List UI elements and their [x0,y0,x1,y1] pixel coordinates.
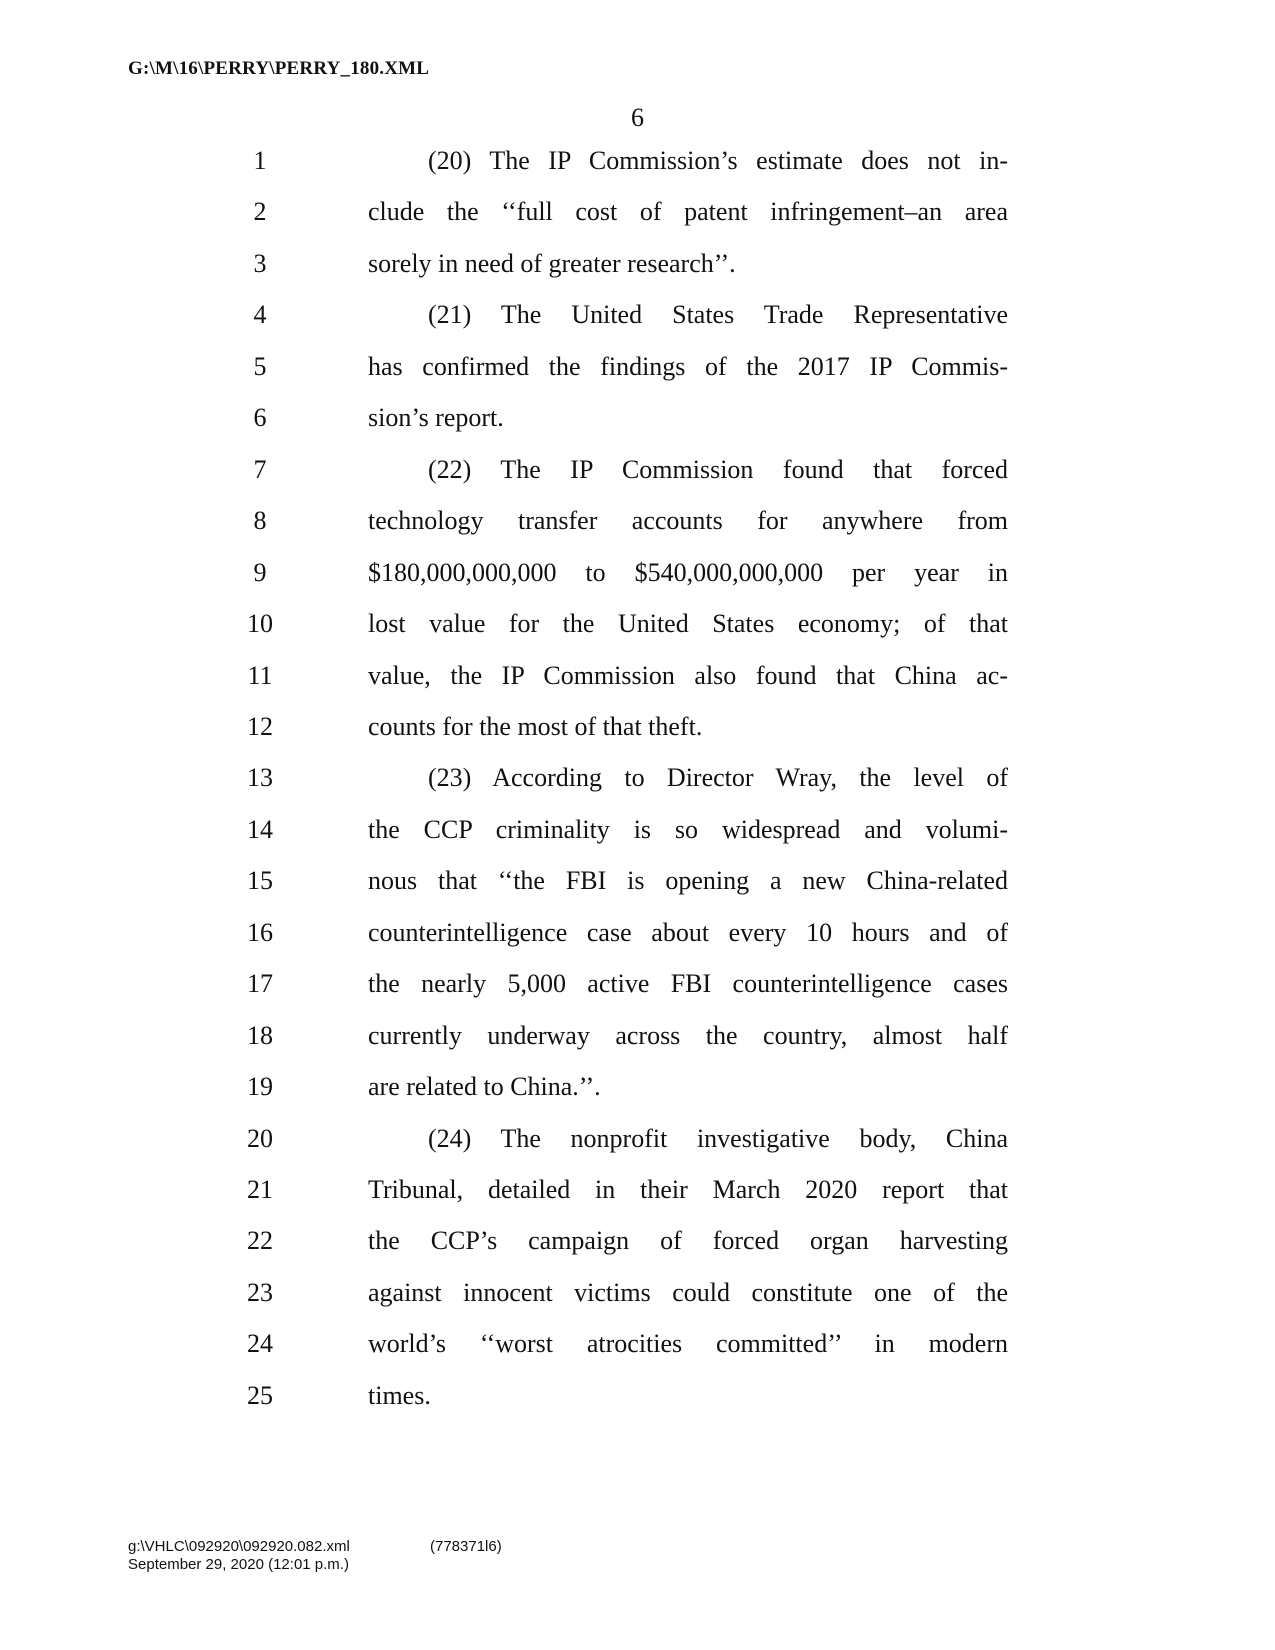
line-number: 6 [253,403,267,433]
numbered-line [0,246,1275,286]
numbered-line [0,297,1275,337]
line-number: 20 [247,1123,273,1153]
line-text: world’s ‘‘worst atrocities committed’’ in modern [368,1329,1008,1359]
line-number: 11 [247,660,273,690]
page-number: 6 [631,103,644,132]
numbered-line [0,400,1275,440]
line-text: sorely in need of greater research’’. [368,248,736,278]
document-path: G:\M\16\PERRY\PERRY_180.XML [128,58,430,79]
numbered-line [0,1018,1275,1058]
numbered-line [0,915,1275,955]
numbered-line [0,1223,1275,1263]
line-text: are related to China.’’. [368,1072,601,1102]
line-number: 19 [247,1072,273,1102]
numbered-line [0,503,1275,543]
line-number: 3 [253,248,267,278]
line-number: 21 [247,1175,273,1204]
footer-date: September 29, 2020 (12:01 p.m.) [128,1556,349,1573]
line-text: times. [368,1380,431,1410]
line-text: Tribunal, detailed in their March 2020 report that [368,1175,1008,1204]
line-number: 24 [247,1329,273,1359]
line-number: 16 [247,917,273,947]
numbered-line [0,1172,1275,1212]
line-text: has confirmed the findings of the 2017 IP Commis- [368,351,1008,381]
numbered-line [0,349,1275,389]
numbered-line [0,452,1275,492]
line-text: (21) The United States Trade Representative [428,300,1008,330]
line-number: 9 [253,557,267,587]
footer-file-info [128,1538,350,1574]
numbered-line [0,863,1275,903]
line-number: 7 [253,454,267,484]
line-text: sion’s report. [368,403,504,433]
footer-file-path: g:\VHLC\092920\092920.082.xml [128,1538,350,1555]
numbered-line [0,1275,1275,1315]
line-text: against innocent victims could constitute one of the [368,1277,1008,1307]
numbered-line [0,760,1275,800]
line-text: currently underway across the country, almost half [368,1020,1008,1050]
line-number: 14 [247,814,273,844]
line-text: lost value for the United States economy; of that [368,609,1008,639]
numbered-line [0,1326,1275,1366]
numbered-line [0,606,1275,646]
numbered-line [0,658,1275,698]
line-text: (22) The IP Commission found that forced [428,454,1008,484]
line-text: value, the IP Commission also found that China ac- [368,660,1008,690]
line-text: (23) According to Director Wray, the level of [428,763,1008,793]
line-number: 5 [253,351,267,381]
line-number: 18 [247,1020,273,1050]
numbered-line [0,555,1275,595]
line-text: technology transfer accounts for anywhere from [368,506,1008,536]
line-number: 10 [247,609,273,639]
line-text: counts for the most of that theft. [368,711,703,741]
line-text: clude the ‘‘full cost of patent infringement–an area [368,197,1008,227]
line-number: 13 [247,763,273,793]
line-number: 22 [247,1226,273,1256]
numbered-line [0,812,1275,852]
line-text: the nearly 5,000 active FBI counterintelligence cases [368,969,1008,999]
line-text: $180,000,000,000 to $540,000,000,000 per year in [368,557,1008,587]
line-number: 8 [253,506,267,536]
line-number: 1 [253,146,267,175]
line-number: 25 [247,1380,273,1410]
line-number: 17 [247,969,273,999]
numbered-line [0,1069,1275,1109]
numbered-line [0,1378,1275,1418]
line-number: 12 [247,711,273,741]
line-number: 2 [253,197,267,227]
line-text: the CCP’s campaign of forced organ harvesting [368,1226,1008,1256]
line-number: 15 [247,866,273,896]
numbered-line [0,143,1275,183]
line-number: 23 [247,1277,273,1307]
numbered-line [0,1121,1275,1161]
line-text: (24) The nonprofit investigative body, China [428,1123,1008,1153]
line-text: the CCP criminality is so widespread and volumi- [368,814,1008,844]
line-text: nous that ‘‘the FBI is opening a new China-related [368,866,1008,896]
line-text: counterintelligence case about every 10 hours and of [368,917,1008,947]
line-number: 4 [253,300,267,330]
line-text: (20) The IP Commission’s estimate does not in- [428,146,1008,175]
numbered-line [0,966,1275,1006]
footer-document-code: (778371l6) [430,1538,502,1555]
numbered-line [0,194,1275,234]
numbered-line [0,709,1275,749]
